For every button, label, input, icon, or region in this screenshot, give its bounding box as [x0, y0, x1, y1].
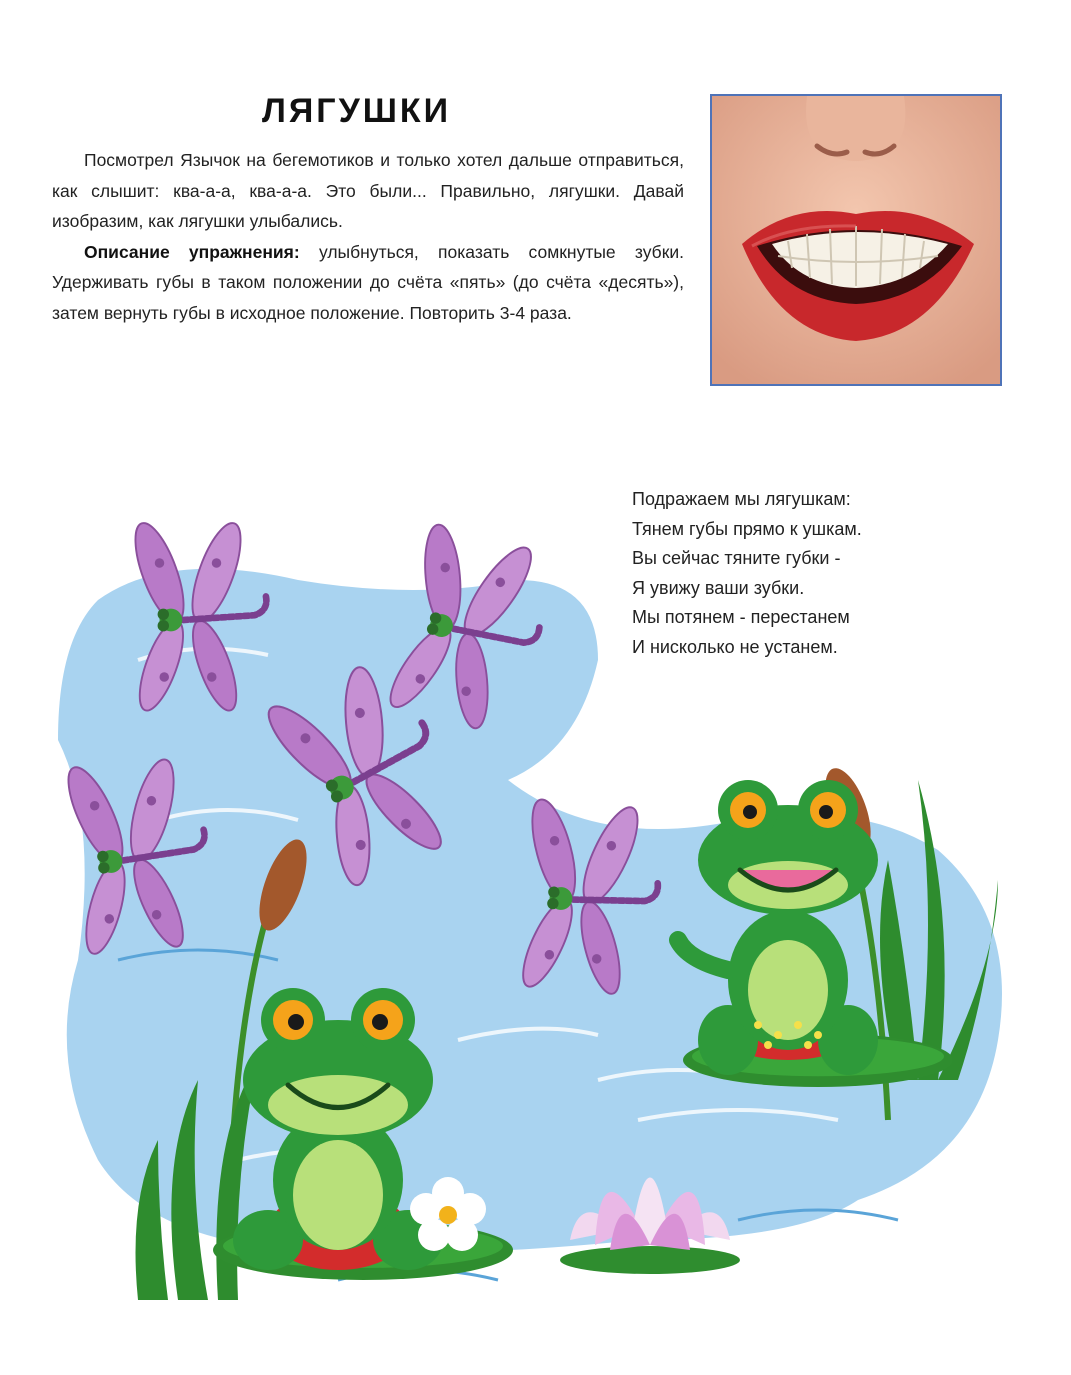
- pond-illustration: [38, 520, 1038, 1360]
- poem-line: Подражаем мы лягушкам:: [632, 489, 851, 509]
- exercise-text: улыбнуться, показать сомкнутые зубки. Удерживать губы в таком положении до счёта «пять» (до счёта «десять»), затем вернуть губы в исходное положение. Повторить 3-4 раза.: [52, 241, 684, 323]
- story-paragraph: Посмотрел Язычок на бегемотиков и только хотел дальше отправиться, как слышит: ква-а-а, ква-а-а. Это были... Правильно, лягушки. Давай изобразим, как лягушки улыбались.: [52, 150, 684, 231]
- pond-scene: [38, 520, 1038, 1360]
- poem-line: Я увижу ваши зубки.: [632, 577, 805, 598]
- page-title: ЛЯГУШКИ: [262, 92, 452, 130]
- story-text-block: [52, 145, 684, 328]
- poem-line: Тянем губы прямо к ушкам.: [632, 518, 862, 539]
- smile-photo: [710, 94, 1002, 386]
- poem-line: И нисколько не устанем.: [632, 636, 838, 657]
- exercise-paragraph: [52, 237, 684, 329]
- exercise-label: Описание упражнения:: [84, 241, 300, 262]
- smile-illustration: [712, 96, 1000, 384]
- poem-line: Мы потянем - перестанем: [632, 607, 850, 627]
- poem-line: Вы сейчас тяните губки -: [632, 548, 841, 568]
